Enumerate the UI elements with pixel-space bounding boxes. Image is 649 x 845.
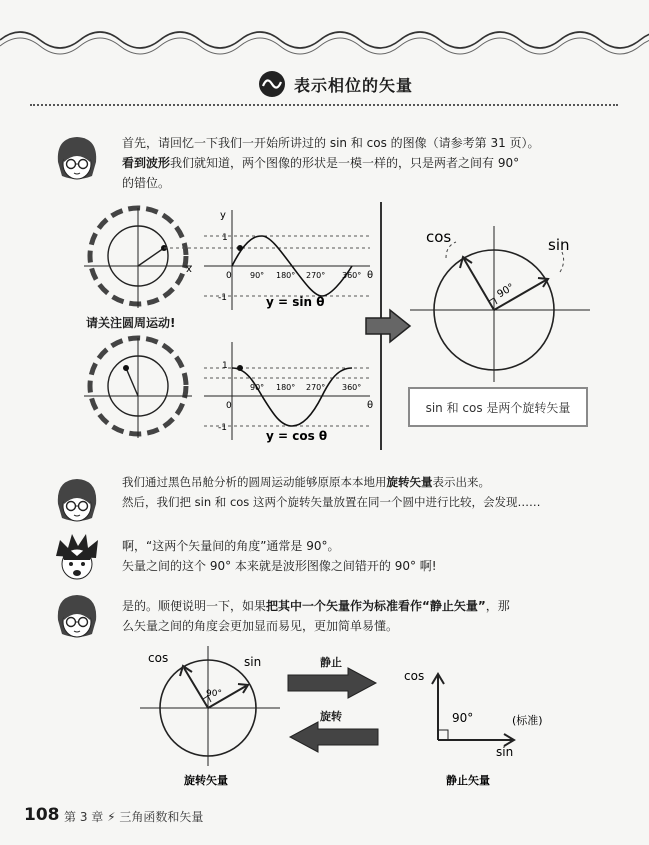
dialogue-1-bold: 看到波形 — [122, 156, 171, 170]
cos-curve — [232, 368, 352, 426]
arrow-stationary-label: 静止 — [320, 656, 342, 669]
cos-tick-90: 90° — [250, 383, 265, 392]
arrow-right-icon — [286, 666, 380, 700]
wavy-border — [0, 18, 649, 58]
cos-tick-1: 1 — [222, 361, 228, 371]
dialogue-1 — [122, 133, 592, 193]
sine-wave-icon — [258, 70, 286, 98]
stationary-standard-label: (标准) — [512, 714, 543, 727]
dialogue-1-line-2: 我们就知道，两个图像的形状是一模一样的，只是两者之间有 90° — [170, 156, 520, 170]
dialogue-4-line-2: 么矢量之间的角度会更加显而易见，更加简单易懂。 — [122, 619, 399, 633]
stationary-sin-label: sin — [496, 745, 514, 759]
rotating-angle-label: 90° — [206, 689, 222, 699]
section-header — [258, 70, 413, 98]
section-title: 表示相位的矢量 — [294, 75, 414, 95]
avatar-girl — [50, 474, 104, 528]
sin-equation: y = sin θ — [266, 295, 325, 309]
avatar-girl — [50, 132, 104, 186]
cos-tick-neg1: -1 — [218, 423, 227, 433]
header-divider — [30, 104, 618, 106]
dialogue-1-line-3: 的错位。 — [122, 176, 171, 190]
cos-tick-270: 270° — [306, 383, 326, 392]
dialogue-1-line-1: 首先，请回忆一下我们一开始所讲过的 sin 和 cos 的图像（请参考第 31 页）。 — [122, 136, 540, 150]
stationary-cos-label: cos — [404, 669, 425, 683]
cos-origin: 0 — [226, 401, 232, 411]
rotating-vector-diagram — [140, 640, 290, 790]
sin-tick-360: 360° — [342, 271, 362, 280]
rotating-cos-label: cos — [148, 651, 169, 665]
sin-tick-1: 1 — [222, 233, 228, 243]
sin-tick-90: 90° — [250, 271, 265, 280]
dialogue-2-line-2: 然后，我们把 sin 和 cos 这两个旋转矢量放置在同一个圆中进行比较，会发现…… — [122, 495, 541, 509]
circular-motion-note: 请关注圆周运动! — [86, 316, 176, 330]
dialogue-2-line-1-post: 表示出来。 — [432, 475, 490, 489]
sin-x-label: x — [186, 264, 192, 275]
avatar-boy — [50, 532, 104, 584]
dialogue-2 — [122, 472, 592, 512]
vector-angle-label: 90° — [495, 281, 517, 301]
arrow-right-icon — [364, 308, 414, 344]
arrow-rotating-label: 旋转 — [320, 710, 342, 723]
dialogue-4 — [122, 596, 602, 636]
cos-tick-360: 360° — [342, 383, 362, 392]
cos-theta: θ — [367, 400, 374, 411]
vector-circle-diagram — [410, 222, 590, 382]
sin-y-label: y — [220, 210, 226, 221]
avatar-girl — [50, 590, 104, 644]
rotating-caption: 旋转矢量 — [184, 774, 228, 787]
dialogue-3 — [122, 536, 592, 576]
dialogue-3-line-1: 啊，“这两个矢量间的角度”通常是 90°。 — [122, 539, 340, 553]
dialogue-2-line-1-pre: 我们通过黑色吊舱分析的圆周运动能够原原本本地用 — [122, 475, 387, 489]
dialogue-3-line-2: 矢量之间的这个 90° 本来就是波形图像之间错开的 90° 啊! — [122, 559, 437, 573]
cos-equation: y = cos θ — [266, 429, 328, 443]
rotating-vectors-box: sin 和 cos 是两个旋转矢量 — [408, 387, 588, 427]
sin-tick-270: 270° — [306, 271, 326, 280]
stationary-caption: 静止矢量 — [446, 774, 490, 787]
dialogue-4-line-1-post: ，那 — [485, 599, 510, 613]
stationary-vector-diagram — [400, 660, 600, 790]
sin-origin: 0 — [226, 271, 232, 281]
vector-sin-label: sin — [548, 236, 570, 254]
dialogue-2-bold: 旋转矢量 — [386, 475, 433, 489]
dialogue-4-bold: 把其中一个矢量作为标准看作“静止矢量” — [266, 599, 486, 613]
stationary-angle-label: 90° — [452, 711, 474, 725]
cos-tick-180: 180° — [276, 383, 296, 392]
sin-tick-180: 180° — [276, 271, 296, 280]
dialogue-4-line-1-pre: 是的。顺便说明一下，如果 — [122, 599, 267, 613]
rotating-sin-label: sin — [244, 655, 262, 669]
sin-theta: θ — [367, 270, 374, 281]
vector-cos-label: cos — [426, 228, 452, 246]
chapter-label: 第 3 章 ⚡ 三角函数和矢量 — [64, 810, 204, 824]
arrow-left-icon — [286, 720, 380, 754]
page-number: 108 — [24, 805, 60, 825]
sin-tick-neg1: -1 — [218, 293, 227, 303]
